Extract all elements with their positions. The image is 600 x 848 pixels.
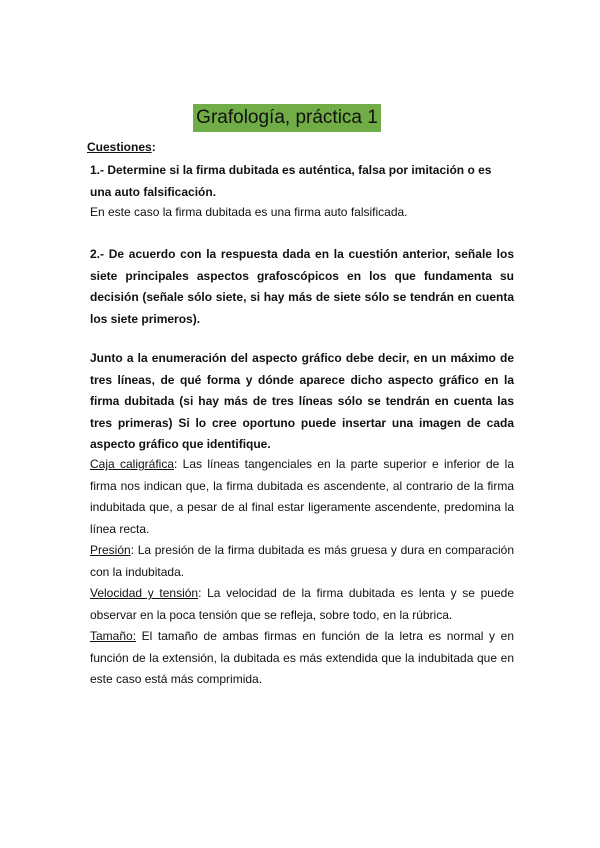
aspect-term: Tamaño:	[90, 629, 137, 643]
aspect-list	[90, 454, 514, 691]
question-1: 1.- Determine si la firma dubitada es auténtica, falsa por imitación o es una auto falsificación.	[90, 163, 492, 199]
aspect-text: : Las líneas tangenciales en la parte superior e inferior de la firma nos indican que, la firma dubitada es ascendente, al contrario de la firma indubitada que, a pesar de al final estar ligeramente ascendente, predomina la línea recta.	[90, 457, 514, 536]
page-title: Grafología, práctica 1	[193, 104, 381, 132]
section-heading-text: Cuestiones	[87, 140, 152, 154]
answer-1: En este caso la firma dubitada es una firma auto falsificada.	[90, 205, 408, 219]
aspect-text: : La velocidad de la firma dubitada es lenta y se puede observar en la poca tensión que se refleja, sobre todo, en la rúbrica.	[90, 586, 515, 622]
aspect-term: Presión	[90, 543, 131, 557]
aspect-item	[90, 454, 514, 540]
question-2: 2.- De acuerdo con la respuesta dada en la cuestión anterior, señale los siete principales aspectos grafoscópicos en los que fundamenta su decisión (señale sólo siete, si hay más de siete sólo se tendrán en cuenta los siete primeros).	[90, 247, 514, 326]
aspect-term: Caja caligráfica	[90, 457, 175, 471]
question-2-instructions: Junto a la enumeración del aspecto gráfico debe decir, en un máximo de tres líneas, de qué forma y dónde aparece dicho aspecto gráfico en la firma dubitada (si hay más de tres líneas sólo se tendrán en cuenta las tres primeras) Si lo cree oportuno puede insertar una imagen de cada aspecto gráfico que identifique.	[90, 351, 514, 451]
aspect-item	[90, 583, 514, 626]
aspect-text: : La presión de la firma dubitada es más gruesa y dura en comparación con la indubitada.	[90, 543, 514, 579]
section-heading	[87, 140, 156, 154]
aspect-item	[90, 540, 514, 583]
section-heading-colon: :	[151, 140, 156, 154]
aspect-term: Velocidad y tensión	[90, 586, 199, 600]
aspect-item	[90, 626, 514, 691]
aspect-text: El tamaño de ambas firmas en función de la letra es normal y en función de la extensión, la dubitada es más extendida que la indubitada que en este caso está más comprimida.	[90, 629, 514, 686]
